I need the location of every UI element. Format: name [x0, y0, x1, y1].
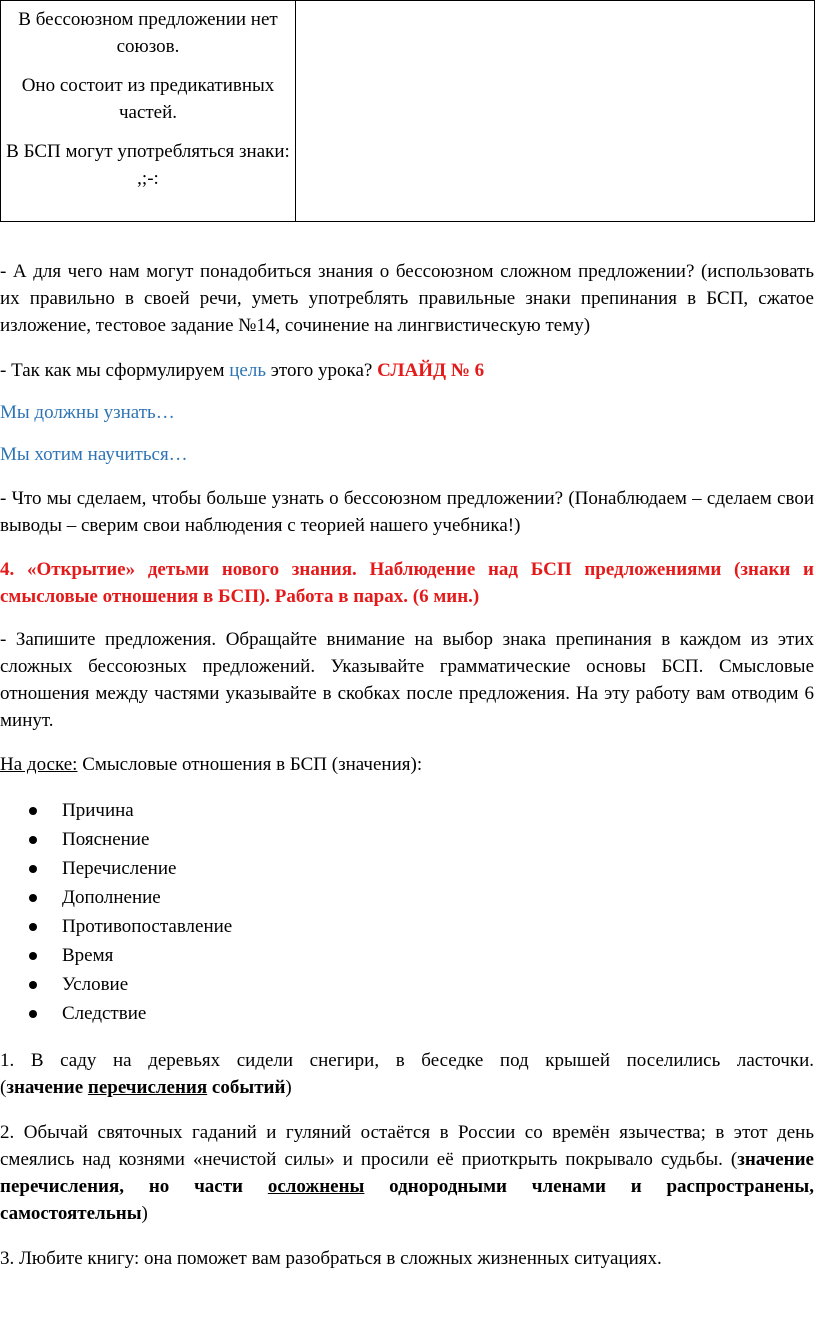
example-2: [0, 1119, 814, 1227]
example-1: [0, 1047, 814, 1101]
example-1-close-paren: ): [285, 1077, 292, 1098]
paragraph-task: - Запишите предложения. Обращайте внимание на выбор знака препинания в каждом из этих сложных бессоюзных предложений. Указывайте грамматические основы БСП. Смысловые отношения между частями указывайте в скобках после предложения. На эту работу вам отводим 6 минут.: [0, 629, 814, 731]
definition-line: В бессоюзном предложении нет союзов.: [18, 9, 278, 57]
table-cell-definitions: [1, 1, 296, 222]
board-text: Смысловые отношения в БСП (значения):: [77, 754, 423, 775]
definition-line: В БСП могут употребляться знаки: ,;-:: [6, 141, 290, 189]
list-item: Условие: [0, 970, 814, 999]
list-item: Перечисление: [0, 854, 814, 883]
definition-line: Оно состоит из предикативных частей.: [21, 75, 275, 123]
list-item: Дополнение: [0, 883, 814, 912]
document-body: [0, 258, 814, 1272]
example-2-underlined: осложнены: [267, 1176, 365, 1197]
list-item: Пояснение: [0, 825, 814, 854]
goal-text-before: - Так как мы сформулируем: [0, 360, 230, 381]
example-2-text: 2. Обычай святочных гаданий и гуляний остаётся в России со времён язычества; в этот день смеялись над кознями «нечистой силы» и просили её приоткрыть покрывало судьбы. (: [0, 1122, 814, 1170]
paragraph-board: [0, 751, 814, 778]
list-item: Противопоставление: [0, 912, 814, 941]
goal-text-after: этого урока?: [266, 360, 378, 381]
example-3: 3. Любите книгу: она поможет вам разобраться в сложных жизненных ситуациях.: [0, 1248, 662, 1269]
section-4-heading: 4. «Открытие» детьми нового знания. Наблюдение над БСП предложениями (знаки и смысловые отношения в БСП). Работа в парах. (6 мин.): [0, 559, 814, 607]
example-1-open-paren: (: [0, 1077, 7, 1098]
paragraph-must-know: Мы должны узнать…: [0, 402, 175, 423]
meanings-list: [0, 796, 814, 1028]
list-item: Следствие: [0, 999, 814, 1028]
definition-table: [0, 0, 815, 222]
example-2-close-paren: ): [141, 1203, 148, 1224]
list-item: Время: [0, 941, 814, 970]
board-label: На доске:: [0, 754, 78, 775]
paragraph-want-learn: Мы хотим научиться…: [0, 444, 188, 465]
example-1-bold: значение: [6, 1077, 88, 1098]
example-1-underlined: перечисления: [87, 1077, 208, 1098]
example-2-bold: значение перечисления, но части: [0, 1149, 814, 1197]
table-cell-empty: [296, 1, 815, 222]
list-item: Причина: [0, 796, 814, 825]
goal-highlight: цель: [229, 360, 267, 381]
example-1-bold-tail: событий: [207, 1077, 286, 1098]
slide-label: СЛАЙД № 6: [377, 360, 485, 381]
paragraph-question-plan: - Что мы сделаем, чтобы больше узнать о бессоюзном предложении? (Понаблюдаем – сделаем свои выводы – сверим свои наблюдения с теорией нашего учебника!): [0, 488, 814, 536]
example-2-bold-tail: однородными членами и распространены, самостоятельны: [0, 1176, 814, 1224]
paragraph-question-knowledge: - А для чего нам могут понадобиться знания о бессоюзном сложном предложении? (использовать их правильно в своей речи, уметь употреблять правильные знаки препинания в БСП, сжатое изложение, тестовое задание №14, сочинение на лингвистическую тему): [0, 261, 814, 336]
paragraph-goal: [0, 357, 814, 384]
example-1-text: 1. В саду на деревьях сидели снегири, в беседке под крышей поселились ласточки.: [0, 1050, 814, 1071]
